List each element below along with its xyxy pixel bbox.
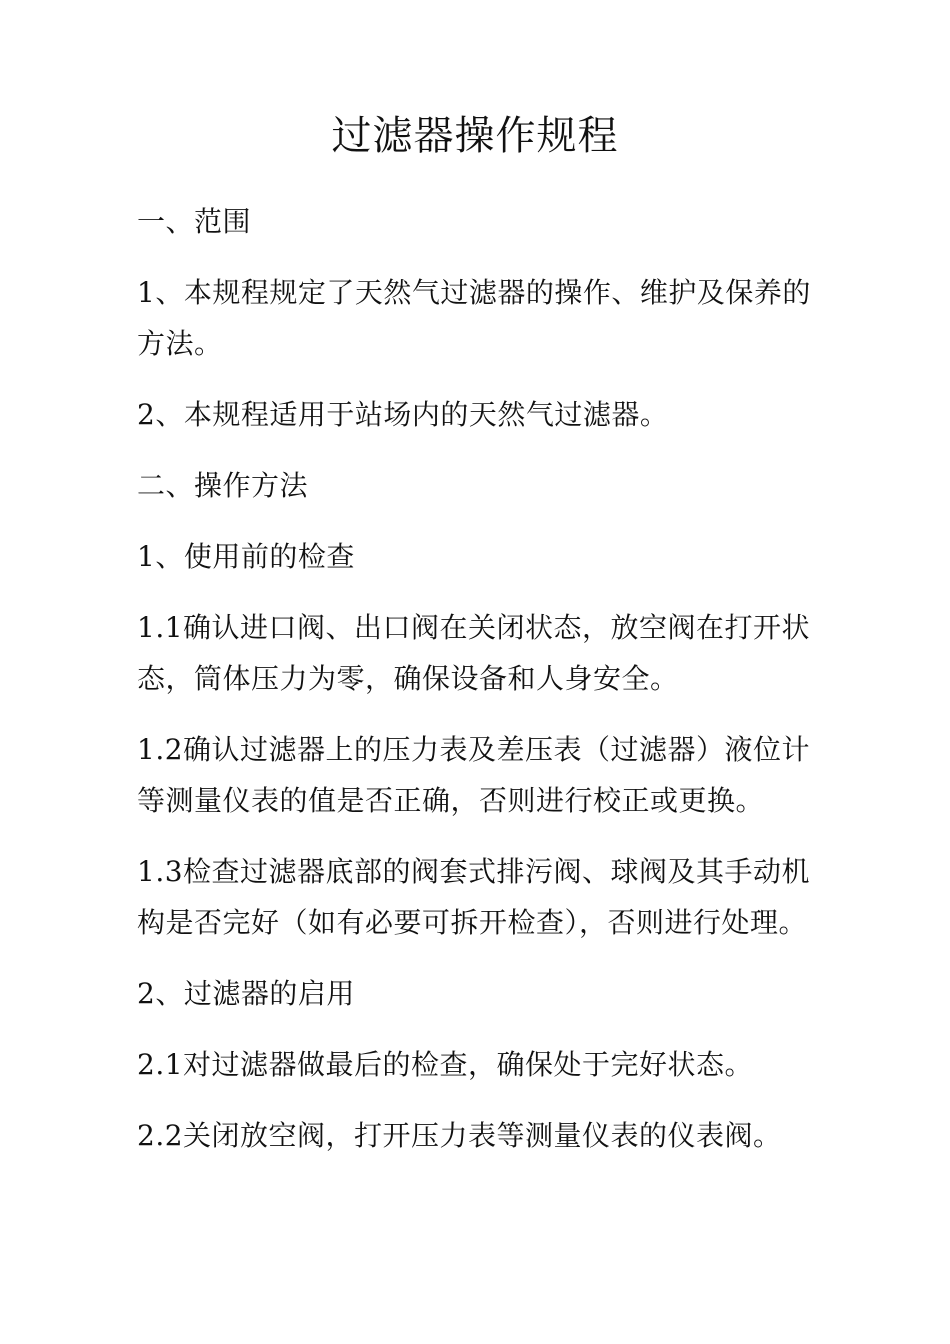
section-heading-operation: 二、操作方法	[137, 469, 309, 502]
paragraph-1-3: 1.3检查过滤器底部的阀套式排污阀、球阀及其手动机构是否完好（如有必要可拆开检查），否则进行处理。	[137, 855, 811, 939]
subsection-heading-pre-use-check: 1、使用前的检查	[137, 540, 355, 573]
paragraph-1: 1、本规程规定了天然气过滤器的操作、维护及保养的方法。	[137, 276, 811, 360]
paragraph-2: 2、本规程适用于站场内的天然气过滤器。	[137, 398, 669, 431]
document-title: 过滤器操作规程	[331, 113, 619, 159]
subsection-heading-filter-startup: 2、过滤器的启用	[137, 977, 355, 1010]
paragraph-1-2: 1.2确认过滤器上的压力表及差压表（过滤器）液位计等测量仪表的值是否正确，否则进行校正或更换。	[137, 733, 811, 817]
document-body	[137, 196, 827, 1181]
paragraph-1-1: 1.1确认进口阀、出口阀在关闭状态，放空阀在打开状态，筒体压力为零，确保设备和人身安全。	[137, 611, 811, 695]
section-heading-scope: 一、范围	[137, 205, 252, 238]
paragraph-2-2: 2.2关闭放空阀，打开压力表等测量仪表的仪表阀。	[137, 1119, 782, 1152]
paragraph-2-1: 2.1对过滤器做最后的检查，确保处于完好状态。	[137, 1048, 754, 1081]
